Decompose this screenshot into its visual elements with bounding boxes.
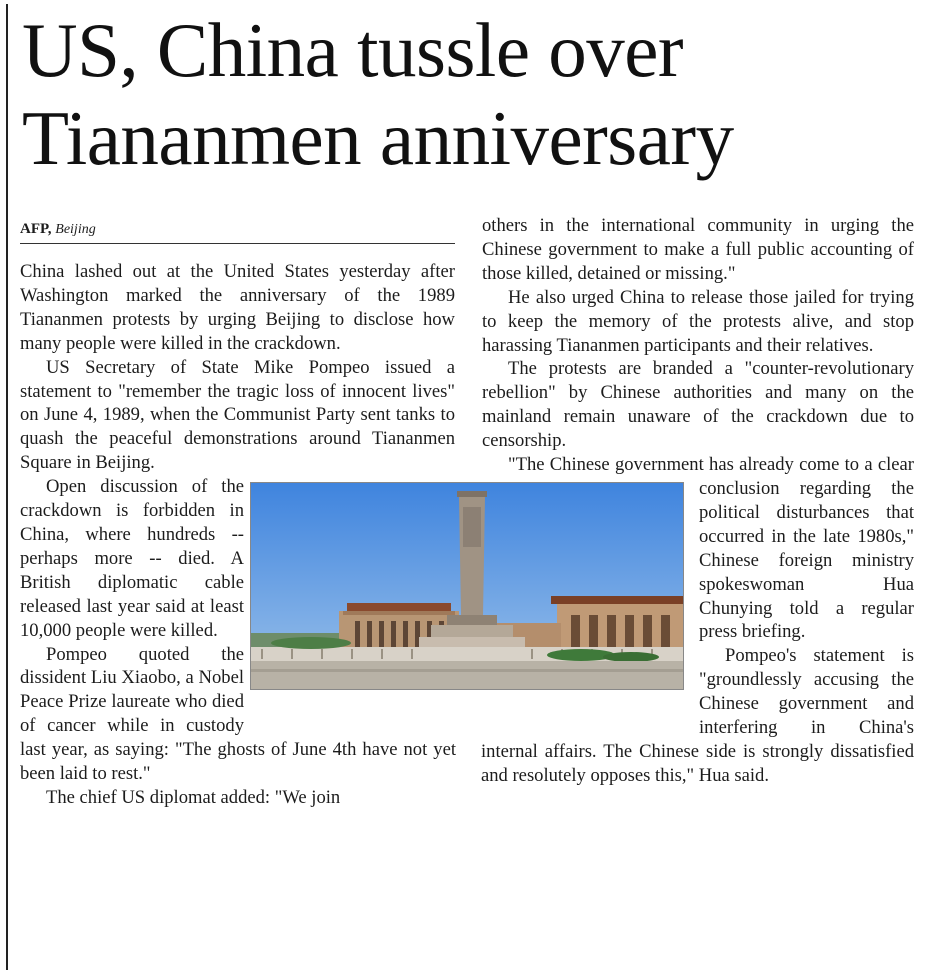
- byline: [20, 219, 455, 244]
- headline: US, China tussle over Tiananmen anniversary: [22, 7, 734, 181]
- paragraph: Pompeo quoted the dissident Liu Xiaobo, a Nobel Peace Prize laureate who died of cancer while in custody last year, as saying: "The ghosts of June 4th have not yet been laid to rest.": [20, 643, 456, 785]
- paragraph: The protests are branded a "counter-revolutionary rebellion" by Chinese authorities and many on the mainland remain unaware of the crackdown due to censorship.: [482, 358, 914, 452]
- byline-place: Beijing: [55, 222, 96, 237]
- paragraph: Open discussion of the crackdown is forbidden in China, where hundreds -- perhaps more -- died. A British diplomatic cable released last year said at least 10,000 people were killed.: [20, 476, 244, 641]
- paragraph: China lashed out at the United States yesterday after Washington marked the anniversary of the 1989 Tiananmen protests by urging Beijing to disclose how many people were killed in the crackdown.: [20, 261, 455, 354]
- news-photo: [250, 482, 684, 690]
- paragraph: Pompeo's statement is "groundlessly accusing the Chinese government and interfering in China's internal affairs. The Chinese side is strongly dissatisfied and resolutely opposes this," Hua said.: [481, 645, 914, 786]
- monument-icon: [251, 483, 683, 689]
- paragraph: He also urged China to release those jailed for trying to keep the memory of the protests alive, and stop harassing Tiananmen participants and their relatives.: [482, 286, 914, 356]
- paragraph: The chief US diplomat added: "We join: [46, 786, 341, 808]
- paragraph: US Secretary of State Mike Pompeo issued a statement to "remember the tragic loss of innocent lives" on June 4, 1989, when the Communist Party sent tanks to quash the peaceful demonstrations around Tiananmen Square in Beijing.: [20, 356, 455, 474]
- column-rule: [6, 4, 8, 970]
- paragraph: "The Chinese government has already come to a clear conclusion regarding the political disturbances that occurred in the late 1980s," Chinese foreign ministry spokeswoman Hua Chunying told a regular press briefing.: [508, 454, 914, 643]
- paragraph: others in the international community in urging the Chinese government to make a full public accounting of those killed, detained or missing.": [482, 215, 914, 284]
- byline-agency: AFP,: [20, 221, 52, 237]
